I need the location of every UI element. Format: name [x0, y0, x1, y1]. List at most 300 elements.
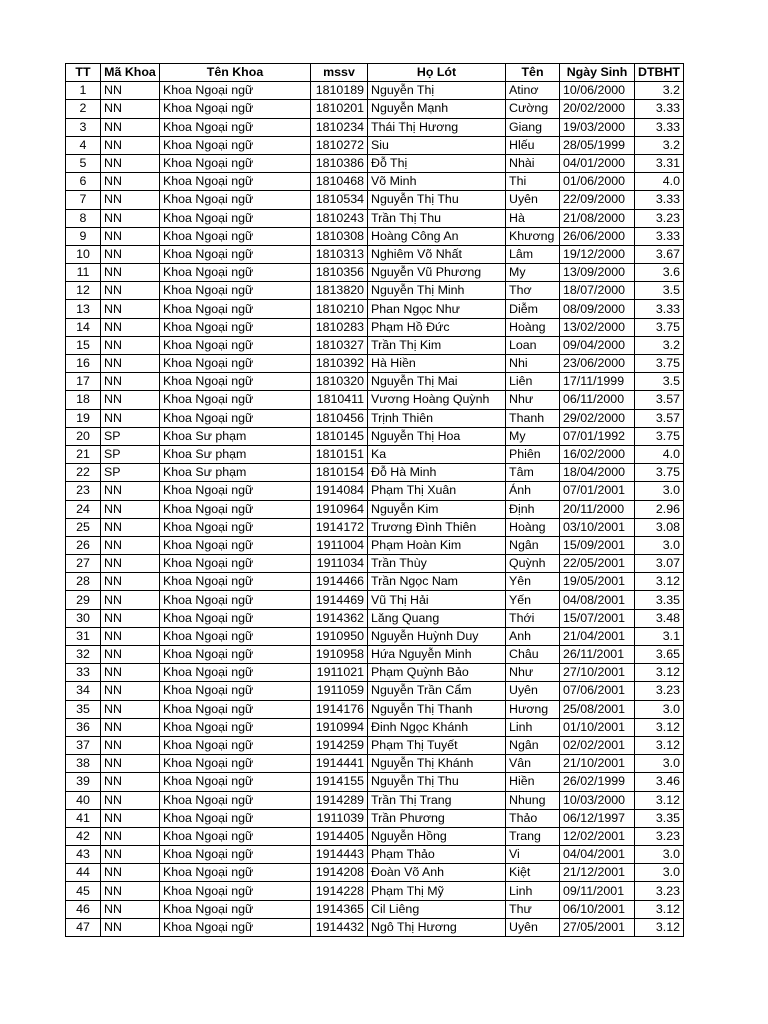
- cell-ho-lot: Thái Thị Hương: [368, 118, 506, 136]
- table-row: [66, 827, 684, 845]
- cell-ten-khoa: Khoa Ngoại ngữ: [160, 391, 311, 409]
- cell-ho-lot: Phạm Hồ Đức: [368, 318, 506, 336]
- cell-mssv: 1810189: [311, 82, 368, 100]
- cell-tt: 17: [66, 373, 101, 391]
- cell-ma-khoa: NN: [101, 209, 160, 227]
- cell-mssv: 1810327: [311, 336, 368, 354]
- cell-ten: Hương: [506, 700, 560, 718]
- header-tt: TT: [66, 64, 101, 82]
- table-row: [66, 700, 684, 718]
- cell-mssv: 1813820: [311, 282, 368, 300]
- cell-ho-lot: Nguyễn Thị Thanh: [368, 700, 506, 718]
- cell-ten-khoa: Khoa Ngoại ngữ: [160, 300, 311, 318]
- table-row: [66, 264, 684, 282]
- cell-ten-khoa: Khoa Ngoại ngữ: [160, 791, 311, 809]
- cell-ho-lot: Trần Thị Thu: [368, 209, 506, 227]
- cell-ngay-sinh: 04/01/2000: [560, 154, 635, 172]
- cell-mssv: 1810283: [311, 318, 368, 336]
- cell-ten-khoa: Khoa Ngoại ngữ: [160, 409, 311, 427]
- cell-ten-khoa: Khoa Ngoại ngữ: [160, 227, 311, 245]
- cell-ten-khoa: Khoa Ngoại ngữ: [160, 900, 311, 918]
- cell-mssv: 1810313: [311, 245, 368, 263]
- cell-ngay-sinh: 12/02/2001: [560, 827, 635, 845]
- cell-dtbht: 3.33: [635, 191, 684, 209]
- cell-ngay-sinh: 10/06/2000: [560, 82, 635, 100]
- cell-tt: 41: [66, 809, 101, 827]
- cell-ten: Châu: [506, 646, 560, 664]
- cell-dtbht: 3.65: [635, 646, 684, 664]
- table-row: [66, 609, 684, 627]
- cell-ma-khoa: NN: [101, 518, 160, 536]
- table-row: [66, 518, 684, 536]
- cell-dtbht: 3.12: [635, 573, 684, 591]
- cell-ho-lot: Hoàng Công An: [368, 227, 506, 245]
- cell-tt: 23: [66, 482, 101, 500]
- cell-ten: Vân: [506, 755, 560, 773]
- cell-mssv: 1914289: [311, 791, 368, 809]
- cell-ho-lot: Nghiêm Võ Nhất: [368, 245, 506, 263]
- cell-ma-khoa: NN: [101, 718, 160, 736]
- cell-ten-khoa: Khoa Ngoại ngữ: [160, 136, 311, 154]
- cell-tt: 27: [66, 555, 101, 573]
- table-row: [66, 355, 684, 373]
- cell-ma-khoa: NN: [101, 100, 160, 118]
- cell-ten-khoa: Khoa Ngoại ngữ: [160, 482, 311, 500]
- cell-ngay-sinh: 23/06/2000: [560, 355, 635, 373]
- cell-ten: Hà: [506, 209, 560, 227]
- cell-ten: Uyên: [506, 191, 560, 209]
- cell-ten: Tâm: [506, 464, 560, 482]
- cell-ten-khoa: Khoa Ngoại ngữ: [160, 282, 311, 300]
- cell-tt: 19: [66, 409, 101, 427]
- cell-ho-lot: Nguyễn Thị Hoa: [368, 427, 506, 445]
- cell-ten: Ngân: [506, 736, 560, 754]
- cell-ten-khoa: Khoa Ngoại ngữ: [160, 773, 311, 791]
- cell-ma-khoa: NN: [101, 809, 160, 827]
- cell-ma-khoa: NN: [101, 536, 160, 554]
- cell-ten-khoa: Khoa Ngoại ngữ: [160, 700, 311, 718]
- table-row: [66, 718, 684, 736]
- cell-ho-lot: Đoàn Võ Anh: [368, 864, 506, 882]
- cell-ngay-sinh: 15/07/2001: [560, 609, 635, 627]
- cell-ho-lot: Nguyễn Thị Thu: [368, 773, 506, 791]
- cell-ho-lot: Lăng Quang: [368, 609, 506, 627]
- cell-ma-khoa: NN: [101, 609, 160, 627]
- cell-ten: Ngân: [506, 536, 560, 554]
- cell-ho-lot: Vương Hoàng Quỳnh: [368, 391, 506, 409]
- cell-ten: Cường: [506, 100, 560, 118]
- cell-ma-khoa: NN: [101, 409, 160, 427]
- cell-mssv: 1914362: [311, 609, 368, 627]
- cell-ten: Hlếu: [506, 136, 560, 154]
- cell-ngay-sinh: 25/08/2001: [560, 700, 635, 718]
- cell-ma-khoa: NN: [101, 773, 160, 791]
- cell-tt: 44: [66, 864, 101, 882]
- cell-tt: 3: [66, 118, 101, 136]
- cell-dtbht: 3.57: [635, 409, 684, 427]
- cell-ho-lot: Võ Minh: [368, 173, 506, 191]
- cell-ten: Thới: [506, 609, 560, 627]
- cell-ten-khoa: Khoa Ngoại ngữ: [160, 664, 311, 682]
- cell-ma-khoa: NN: [101, 900, 160, 918]
- table-row: [66, 300, 684, 318]
- cell-ma-khoa: NN: [101, 482, 160, 500]
- cell-ngay-sinh: 22/09/2000: [560, 191, 635, 209]
- cell-mssv: 1910964: [311, 500, 368, 518]
- cell-ten: Phiên: [506, 445, 560, 463]
- cell-ngay-sinh: 27/05/2001: [560, 918, 635, 936]
- cell-mssv: 1914365: [311, 900, 368, 918]
- cell-ngay-sinh: 26/02/1999: [560, 773, 635, 791]
- table-row: [66, 445, 684, 463]
- cell-ho-lot: Phạm Thảo: [368, 846, 506, 864]
- cell-ten-khoa: Khoa Ngoại ngữ: [160, 118, 311, 136]
- table-row: [66, 100, 684, 118]
- cell-ten: My: [506, 264, 560, 282]
- cell-ho-lot: Đỗ Thị: [368, 154, 506, 172]
- cell-ten: Hiền: [506, 773, 560, 791]
- cell-ma-khoa: NN: [101, 736, 160, 754]
- cell-dtbht: 3.75: [635, 464, 684, 482]
- cell-ten: Atinơ: [506, 82, 560, 100]
- cell-tt: 6: [66, 173, 101, 191]
- table-row: [66, 373, 684, 391]
- cell-ten-khoa: Khoa Ngoại ngữ: [160, 154, 311, 172]
- cell-ma-khoa: NN: [101, 227, 160, 245]
- cell-tt: 42: [66, 827, 101, 845]
- cell-ngay-sinh: 15/09/2001: [560, 536, 635, 554]
- cell-ho-lot: Nguyễn Vũ Phương: [368, 264, 506, 282]
- cell-dtbht: 2.96: [635, 500, 684, 518]
- table-row: [66, 882, 684, 900]
- cell-ten-khoa: Khoa Ngoại ngữ: [160, 173, 311, 191]
- cell-ten: Yên: [506, 573, 560, 591]
- cell-ten: Liên: [506, 373, 560, 391]
- cell-tt: 45: [66, 882, 101, 900]
- cell-dtbht: 3.0: [635, 700, 684, 718]
- cell-ngay-sinh: 01/06/2000: [560, 173, 635, 191]
- cell-dtbht: 3.33: [635, 227, 684, 245]
- cell-mssv: 1914259: [311, 736, 368, 754]
- cell-ho-lot: Hà Hiền: [368, 355, 506, 373]
- cell-ten: Yến: [506, 591, 560, 609]
- cell-ten-khoa: Khoa Ngoại ngữ: [160, 355, 311, 373]
- cell-tt: 10: [66, 245, 101, 263]
- cell-mssv: 1810272: [311, 136, 368, 154]
- cell-ngay-sinh: 21/12/2001: [560, 864, 635, 882]
- cell-tt: 28: [66, 573, 101, 591]
- table-row: [66, 427, 684, 445]
- table-row: [66, 864, 684, 882]
- cell-ten-khoa: Khoa Ngoại ngữ: [160, 755, 311, 773]
- cell-ten-khoa: Khoa Ngoại ngữ: [160, 809, 311, 827]
- table-row: [66, 82, 684, 100]
- table-row: [66, 536, 684, 554]
- cell-dtbht: 3.2: [635, 136, 684, 154]
- cell-mssv: 1810234: [311, 118, 368, 136]
- cell-ten-khoa: Khoa Sư phạm: [160, 427, 311, 445]
- cell-ho-lot: Phạm Hoàn Kim: [368, 536, 506, 554]
- cell-ma-khoa: NN: [101, 300, 160, 318]
- cell-mssv: 1914208: [311, 864, 368, 882]
- cell-ho-lot: Phạm Thị Xuân: [368, 482, 506, 500]
- cell-ma-khoa: NN: [101, 664, 160, 682]
- cell-ten-khoa: Khoa Ngoại ngữ: [160, 864, 311, 882]
- table-row: [66, 900, 684, 918]
- cell-tt: 31: [66, 627, 101, 645]
- cell-ngay-sinh: 02/02/2001: [560, 736, 635, 754]
- cell-ma-khoa: SP: [101, 427, 160, 445]
- table-row: [66, 918, 684, 936]
- cell-ngay-sinh: 21/08/2000: [560, 209, 635, 227]
- cell-ngay-sinh: 26/11/2001: [560, 646, 635, 664]
- cell-ngay-sinh: 18/07/2000: [560, 282, 635, 300]
- cell-mssv: 1914228: [311, 882, 368, 900]
- cell-ten-khoa: Khoa Ngoại ngữ: [160, 827, 311, 845]
- cell-ma-khoa: NN: [101, 154, 160, 172]
- cell-ngay-sinh: 21/10/2001: [560, 755, 635, 773]
- cell-dtbht: 3.0: [635, 755, 684, 773]
- cell-ma-khoa: NN: [101, 918, 160, 936]
- cell-tt: 30: [66, 609, 101, 627]
- cell-dtbht: 3.48: [635, 609, 684, 627]
- cell-ho-lot: Trần Phương: [368, 809, 506, 827]
- cell-ten: My: [506, 427, 560, 445]
- cell-ho-lot: Trịnh Thiên: [368, 409, 506, 427]
- cell-mssv: 1810392: [311, 355, 368, 373]
- cell-ma-khoa: NN: [101, 118, 160, 136]
- cell-ten: Như: [506, 664, 560, 682]
- cell-tt: 26: [66, 536, 101, 554]
- cell-mssv: 1810534: [311, 191, 368, 209]
- cell-tt: 21: [66, 445, 101, 463]
- table-row: [66, 736, 684, 754]
- table-row: [66, 464, 684, 482]
- cell-tt: 35: [66, 700, 101, 718]
- cell-ma-khoa: NN: [101, 391, 160, 409]
- table-row: [66, 846, 684, 864]
- cell-mssv: 1910958: [311, 646, 368, 664]
- cell-dtbht: 3.35: [635, 809, 684, 827]
- table-row: [66, 573, 684, 591]
- cell-ma-khoa: NN: [101, 136, 160, 154]
- cell-mssv: 1911021: [311, 664, 368, 682]
- cell-ten-khoa: Khoa Ngoại ngữ: [160, 682, 311, 700]
- cell-dtbht: 3.12: [635, 736, 684, 754]
- cell-dtbht: 3.23: [635, 682, 684, 700]
- cell-tt: 16: [66, 355, 101, 373]
- cell-ten: Hoàng: [506, 318, 560, 336]
- cell-ho-lot: Phạm Quỳnh Bảo: [368, 664, 506, 682]
- cell-mssv: 1910950: [311, 627, 368, 645]
- cell-ten: Hoàng: [506, 518, 560, 536]
- cell-dtbht: 3.12: [635, 664, 684, 682]
- cell-tt: 18: [66, 391, 101, 409]
- table-row: [66, 646, 684, 664]
- cell-ten-khoa: Khoa Ngoại ngữ: [160, 209, 311, 227]
- table-row: [66, 209, 684, 227]
- cell-dtbht: 3.23: [635, 827, 684, 845]
- cell-ten: Ánh: [506, 482, 560, 500]
- cell-ho-lot: Vũ Thị Hải: [368, 591, 506, 609]
- cell-ngay-sinh: 04/08/2001: [560, 591, 635, 609]
- cell-ho-lot: Nguyễn Huỳnh Duy: [368, 627, 506, 645]
- cell-tt: 22: [66, 464, 101, 482]
- cell-mssv: 1911004: [311, 536, 368, 554]
- cell-dtbht: 3.2: [635, 82, 684, 100]
- cell-ten-khoa: Khoa Sư phạm: [160, 464, 311, 482]
- cell-ma-khoa: NN: [101, 173, 160, 191]
- table-row: [66, 118, 684, 136]
- cell-tt: 20: [66, 427, 101, 445]
- header-dtbht: DTBHT: [635, 64, 684, 82]
- cell-ma-khoa: NN: [101, 282, 160, 300]
- cell-ten-khoa: Khoa Ngoại ngữ: [160, 555, 311, 573]
- cell-ho-lot: Ngô Thị Hương: [368, 918, 506, 936]
- cell-ho-lot: Siu: [368, 136, 506, 154]
- table-row: [66, 773, 684, 791]
- cell-ngay-sinh: 10/03/2000: [560, 791, 635, 809]
- table-row: [66, 391, 684, 409]
- cell-ho-lot: Nguyễn Thị Mai: [368, 373, 506, 391]
- cell-ngay-sinh: 19/12/2000: [560, 245, 635, 263]
- cell-mssv: 1810154: [311, 464, 368, 482]
- cell-dtbht: 3.0: [635, 536, 684, 554]
- cell-ma-khoa: NN: [101, 791, 160, 809]
- table-row: [66, 154, 684, 172]
- cell-ten-khoa: Khoa Ngoại ngữ: [160, 100, 311, 118]
- cell-ten-khoa: Khoa Ngoại ngữ: [160, 191, 311, 209]
- cell-ho-lot: Đinh Ngọc Khánh: [368, 718, 506, 736]
- cell-ten-khoa: Khoa Ngoại ngữ: [160, 718, 311, 736]
- cell-dtbht: 3.6: [635, 264, 684, 282]
- cell-mssv: 1914469: [311, 591, 368, 609]
- cell-ngay-sinh: 26/06/2000: [560, 227, 635, 245]
- cell-ngay-sinh: 18/04/2000: [560, 464, 635, 482]
- cell-mssv: 1910994: [311, 718, 368, 736]
- cell-ten: Định: [506, 500, 560, 518]
- table-row: [66, 791, 684, 809]
- cell-dtbht: 3.07: [635, 555, 684, 573]
- cell-ten: Nhài: [506, 154, 560, 172]
- table-row: [66, 591, 684, 609]
- header-ten: Tên: [506, 64, 560, 82]
- cell-ten-khoa: Khoa Ngoại ngữ: [160, 591, 311, 609]
- cell-tt: 8: [66, 209, 101, 227]
- cell-ho-lot: Phạm Thị Tuyết: [368, 736, 506, 754]
- cell-ma-khoa: NN: [101, 827, 160, 845]
- cell-ho-lot: Nguyễn Trần Cẩm: [368, 682, 506, 700]
- cell-tt: 15: [66, 336, 101, 354]
- cell-dtbht: 3.12: [635, 900, 684, 918]
- cell-ngay-sinh: 08/09/2000: [560, 300, 635, 318]
- cell-mssv: 1911059: [311, 682, 368, 700]
- cell-ten: Vi: [506, 846, 560, 864]
- cell-tt: 39: [66, 773, 101, 791]
- cell-dtbht: 3.75: [635, 318, 684, 336]
- cell-mssv: 1810356: [311, 264, 368, 282]
- table-row: [66, 136, 684, 154]
- cell-ten-khoa: Khoa Ngoại ngữ: [160, 646, 311, 664]
- cell-ho-lot: Nguyễn Thị: [368, 82, 506, 100]
- cell-tt: 7: [66, 191, 101, 209]
- cell-ten: Nhi: [506, 355, 560, 373]
- cell-ten-khoa: Khoa Ngoại ngữ: [160, 846, 311, 864]
- cell-ma-khoa: NN: [101, 264, 160, 282]
- cell-mssv: 1810411: [311, 391, 368, 409]
- cell-ma-khoa: NN: [101, 700, 160, 718]
- header-ho-lot: Họ Lót: [368, 64, 506, 82]
- cell-mssv: 1914432: [311, 918, 368, 936]
- cell-ngay-sinh: 06/12/1997: [560, 809, 635, 827]
- cell-dtbht: 3.75: [635, 427, 684, 445]
- cell-ma-khoa: NN: [101, 355, 160, 373]
- cell-ten-khoa: Khoa Ngoại ngữ: [160, 500, 311, 518]
- cell-ma-khoa: NN: [101, 373, 160, 391]
- cell-tt: 33: [66, 664, 101, 682]
- cell-tt: 25: [66, 518, 101, 536]
- cell-ngay-sinh: 07/06/2001: [560, 682, 635, 700]
- cell-ho-lot: Trương Đình Thiên: [368, 518, 506, 536]
- table-row: [66, 664, 684, 682]
- cell-ten: Linh: [506, 882, 560, 900]
- cell-ten: Kiệt: [506, 864, 560, 882]
- cell-ten-khoa: Khoa Sư phạm: [160, 445, 311, 463]
- cell-dtbht: 3.67: [635, 245, 684, 263]
- cell-dtbht: 3.31: [635, 154, 684, 172]
- cell-tt: 1: [66, 82, 101, 100]
- table-row: [66, 191, 684, 209]
- cell-ten: Thư: [506, 900, 560, 918]
- cell-dtbht: 3.23: [635, 209, 684, 227]
- cell-ten-khoa: Khoa Ngoại ngữ: [160, 627, 311, 645]
- cell-mssv: 1914084: [311, 482, 368, 500]
- cell-tt: 12: [66, 282, 101, 300]
- cell-ho-lot: Cil Liêng: [368, 900, 506, 918]
- cell-ho-lot: Phan Ngọc Như: [368, 300, 506, 318]
- cell-ten: Loan: [506, 336, 560, 354]
- table-row: [66, 555, 684, 573]
- cell-mssv: 1914176: [311, 700, 368, 718]
- cell-mssv: 1810243: [311, 209, 368, 227]
- cell-dtbht: 3.0: [635, 864, 684, 882]
- cell-tt: 32: [66, 646, 101, 664]
- cell-tt: 46: [66, 900, 101, 918]
- cell-ten-khoa: Khoa Ngoại ngữ: [160, 536, 311, 554]
- cell-tt: 14: [66, 318, 101, 336]
- cell-tt: 29: [66, 591, 101, 609]
- table-row: [66, 336, 684, 354]
- cell-ho-lot: Nguyễn Thị Minh: [368, 282, 506, 300]
- cell-dtbht: 3.57: [635, 391, 684, 409]
- cell-ma-khoa: NN: [101, 318, 160, 336]
- cell-ten: Trang: [506, 827, 560, 845]
- cell-ho-lot: Nguyễn Kim: [368, 500, 506, 518]
- cell-ho-lot: Trần Thị Kim: [368, 336, 506, 354]
- cell-ten-khoa: Khoa Ngoại ngữ: [160, 518, 311, 536]
- cell-ngay-sinh: 07/01/2001: [560, 482, 635, 500]
- cell-ten: Diễm: [506, 300, 560, 318]
- cell-ten-khoa: Khoa Ngoại ngữ: [160, 318, 311, 336]
- cell-ngay-sinh: 01/10/2001: [560, 718, 635, 736]
- cell-mssv: 1914155: [311, 773, 368, 791]
- cell-dtbht: 4.0: [635, 173, 684, 191]
- cell-ten-khoa: Khoa Ngoại ngữ: [160, 264, 311, 282]
- cell-ho-lot: Đỗ Hà Minh: [368, 464, 506, 482]
- student-table-container: [65, 63, 684, 937]
- cell-ngay-sinh: 27/10/2001: [560, 664, 635, 682]
- cell-ngay-sinh: 06/10/2001: [560, 900, 635, 918]
